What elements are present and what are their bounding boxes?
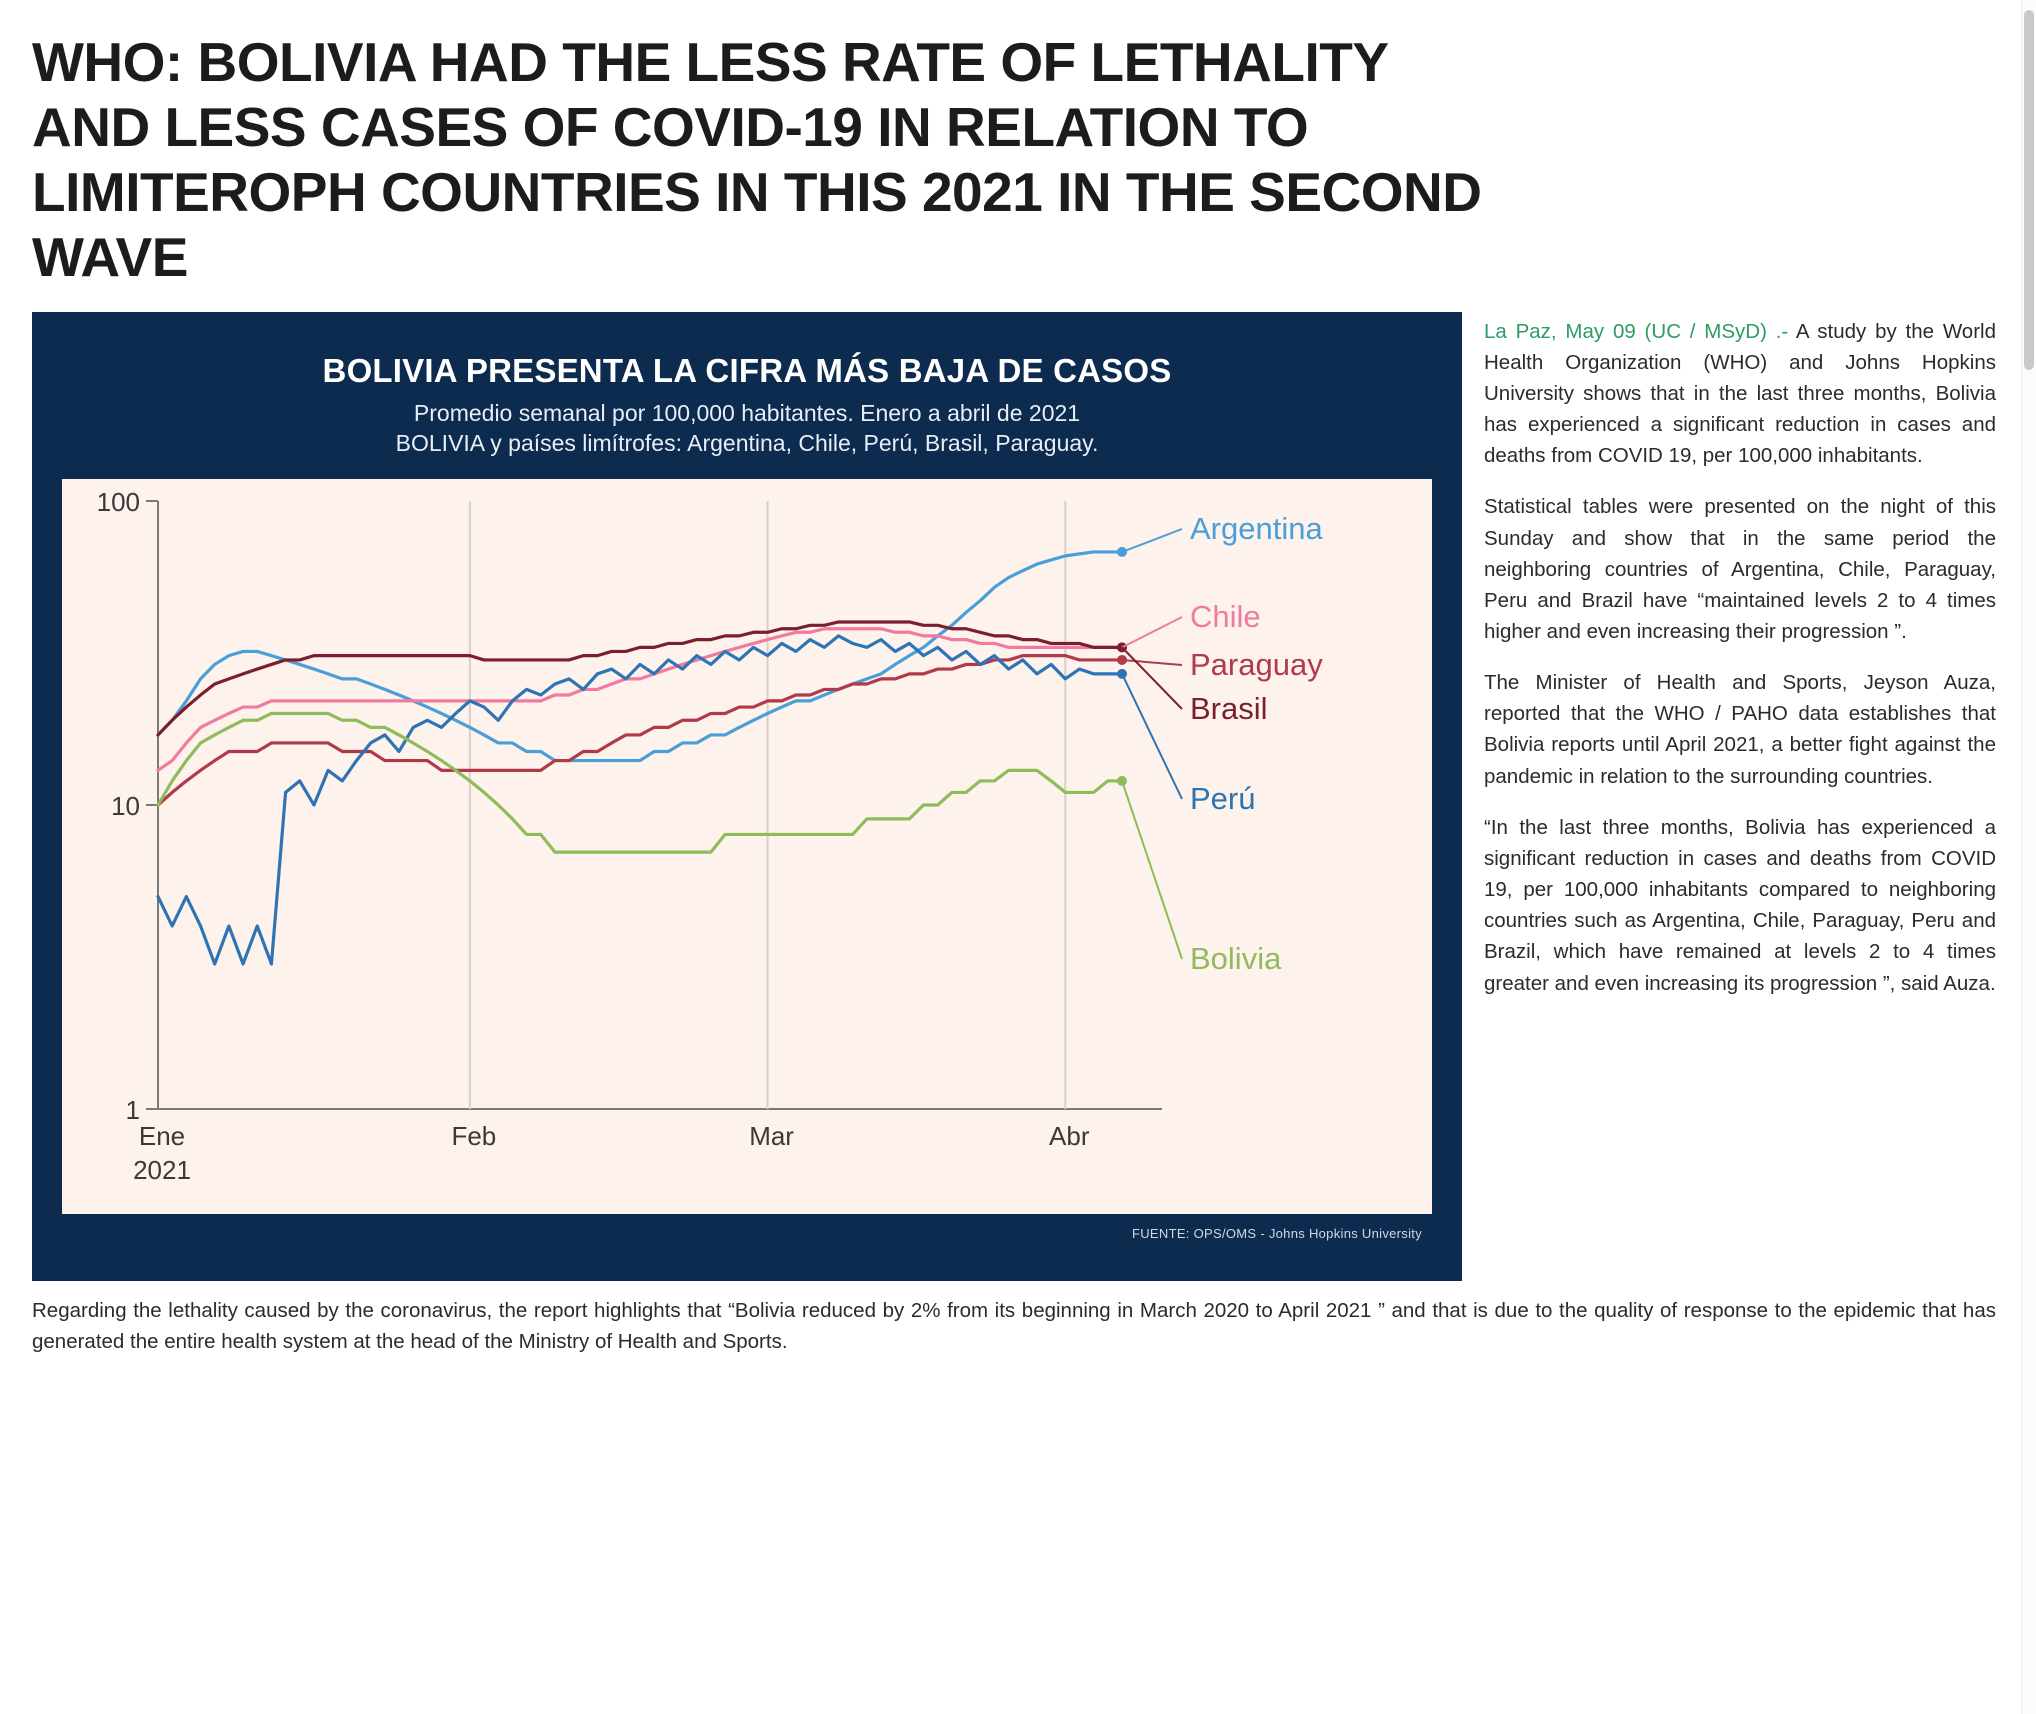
paragraph-lead xyxy=(1484,316,1996,472)
paragraph-4: “In the last three months, Bolivia has experienced a significant reduction in cases and deaths from COVID 19, per 100,000 inhabitants compared to neighboring countries such as Argentina, Chile, Paraguay, Peru and Brazil, which have remained at levels 2 to 4 times greater and even increasing its progression ”, said Auza. xyxy=(1484,815,1996,995)
svg-text:Paraguay: Paraguay xyxy=(1190,647,1323,683)
chart-subtitle xyxy=(62,398,1432,460)
svg-text:Abr: Abr xyxy=(1049,1121,1090,1152)
svg-text:Feb: Feb xyxy=(451,1121,497,1152)
paragraph-closing: Regarding the lethality caused by the coronavirus, the report highlights that “Bolivia reduced by 2% from its beginning in March 2020 to April 2021 ” and that is due to the quality of response to the epidemic that has generated the entire health system at the head of the Ministry of Health and Sports. xyxy=(32,1299,1996,1354)
article-body xyxy=(32,312,1996,1282)
paragraph-lead-text: A study by the World Health Organization (WHO) and Johns Hopkins University shows that in the last three months, Bolivia has experienced a significant reduction in cases and deaths from COVID 19, per 100,000 inhabitants. xyxy=(1484,319,1996,468)
paragraph-2: Statistical tables were presented on the night of this Sunday and show that in the same period the neighboring countries of Argentina, Chile, Paraguay, Peru and Brazil have “maintained levels 2 to 4 times higher and even increasing their progression ”. xyxy=(1484,495,1996,643)
svg-text:Perú: Perú xyxy=(1190,781,1256,817)
svg-text:Chile: Chile xyxy=(1190,599,1261,635)
chart-plot-area xyxy=(62,479,1432,1214)
chart-title: BOLIVIA PRESENTA LA CIFRA MÁS BAJA DE CASOS xyxy=(322,351,1172,389)
scrollbar-thumb[interactable] xyxy=(2024,10,2034,370)
svg-text:1: 1 xyxy=(125,1095,140,1126)
chart-figure xyxy=(32,312,1462,1282)
page-scrollbar[interactable] xyxy=(2021,0,2036,1714)
article-column xyxy=(1484,312,1996,1019)
svg-text:Ene: Ene xyxy=(138,1121,186,1152)
page-title: WHO: BOLIVIA HAD THE LESS RATE OF LETHALITY AND LESS CASES OF COVID-19 IN RELATION TO LIMITEROPH COUNTRIES IN THIS 2021 IN THE SECOND WAVE xyxy=(32,31,1482,288)
chart-svg xyxy=(62,479,1432,1214)
svg-text:100: 100 xyxy=(96,487,140,518)
svg-text:Argentina: Argentina xyxy=(1190,511,1323,547)
paragraph-3: The Minister of Health and Sports, Jeyson Auza, reported that the WHO / PAHO data establishes that Bolivia reports until April 2021, a better fight against the pandemic in relation to the surrounding countries. xyxy=(1484,671,1996,788)
svg-text:Bolivia: Bolivia xyxy=(1190,941,1282,977)
svg-text:2021: 2021 xyxy=(133,1155,191,1186)
svg-text:Mar: Mar xyxy=(749,1121,794,1152)
dateline: La Paz, May 09 (UC / MSyD) .- xyxy=(1484,319,1789,343)
svg-text:10: 10 xyxy=(111,791,140,822)
chart-source: FUENTE: OPS/OMS - Johns Hopkins University xyxy=(1132,1226,1422,1242)
chart-subtitle-line1: Promedio semanal por 100,000 habitantes. Enero a abril de 2021 xyxy=(413,399,1081,426)
chart-subtitle-line2: BOLIVIA y países limítrofes: Argentina, Chile, Perú, Brasil, Paraguay. xyxy=(395,430,1099,457)
svg-text:Brasil: Brasil xyxy=(1190,691,1268,727)
